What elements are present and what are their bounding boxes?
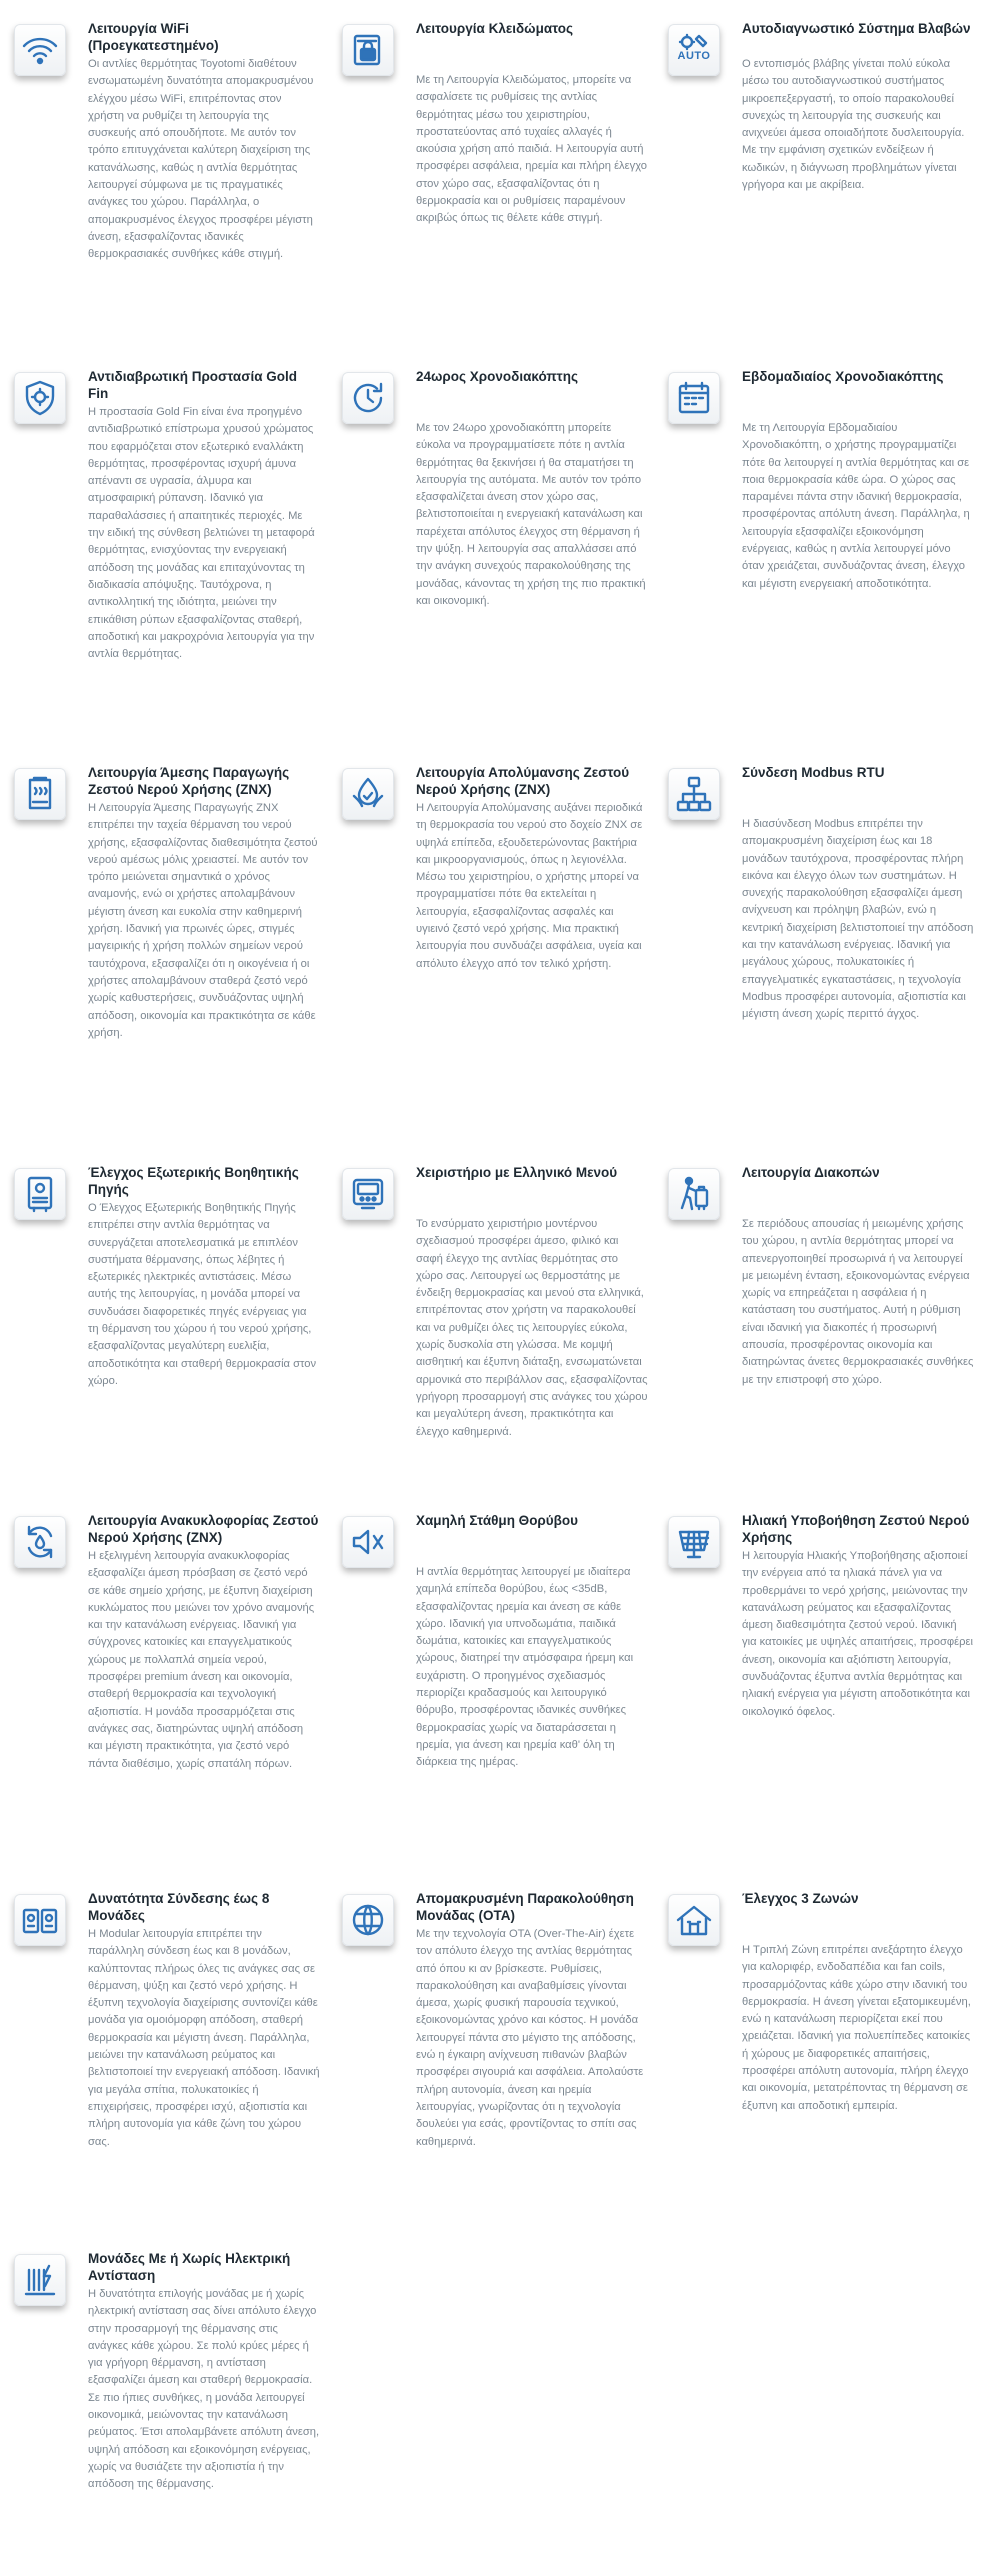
feature-title: Χαμηλή Στάθμη Θορύβου: [416, 1513, 578, 1528]
feature-description: Με τη Λειτουργία Κλειδώματος, μπορείτε να ασφαλίσετε τις ρυθμίσεις της αντλίας θερμότητας μέσω του χειριστηρίου, προστατεύοντας από τυχαίες αλλαγές ή ακούσια χρήση από παιδιά. Η λειτουργία αυτή προσφέρει ασφάλεια, ηρεμία και πλήρη έλεγχο στον χώρο σας, εξασφαλίζοντας ότι η θερμοκρασία και οι ρυθμίσεις παραμένουν ακριβώς όπως τις θέλετε κάθε στιγμή.: [416, 74, 648, 225]
feature-title: Λειτουργία Απολύμανσης Ζεστού Νερού Χρήσης (ΖΝΧ): [416, 765, 630, 797]
feature-title: Έλεγχος Εξωτερικής Βοηθητικής Πηγής: [88, 1165, 299, 1197]
feature-title: Λειτουργία Κλειδώματος: [416, 21, 574, 36]
feature-title: Σύνδεση Modbus RTU: [742, 765, 885, 780]
feature-description: Οι αντλίες θερμότητας Toyotomi διαθέτουν ενσωματωμένη δυνατότητα απομακρυσμένου ελέγχου μέσω WiFi, επιτρέποντας στον χρήστη να ρυθμίζει τη λειτουργία της συσκευής από οπουδήποτε. Με αυτόν τον τρόπο επιτυγχάνεται καλύτερη διαχείριση της κατανάλωσης, καθώς η αντλία θερμότητας λειτουργεί σύμφωνα με τις πραγματικές ανάγκες του χώρου. Παράλληλα, ο απομακρυσμένος έλεγχος προσφέρει μέγιστη άνεση, εξασφαλίζοντας ιδανικές θερμοκρασιακές συνθήκες κάθε στιγμή.: [88, 58, 314, 261]
feature-description: Η Λειτουργία Απολύμανσης αυξάνει περιοδικά τη θερμοκρασία του νερού στο δοχείο ΖΝΧ σε υψηλά επίπεδα, εξουδετερώνοντας βακτήρια και μικροοργανισμούς, όπως η λεγιονέλλα. Μέσω του χειριστηρίου, ο χρήστης μπορεί να προγραμματίσει πότε θα εκτελείται η λειτουργία, εξασφαλίζοντας ασφαλές και υγιεινό ζεστό νερό χρήσης. Μια πρακτική λειτουργία που συνδυάζει ασφάλεια, υγεία και απόλυτο έλεγχο από τον τελικό χρήστη.: [416, 802, 643, 970]
shield-gear-icon: [10, 368, 72, 430]
feature-title: Εβδομαδιαίος Χρονοδιακόπτης: [742, 369, 944, 384]
feature-description: Με τη Λειτουργία Εβδομαδιαίου Χρονοδιακόπτη, ο χρήστης προγραμματίζει πότε θα λειτουργεί η αντλία θερμότητας και σε ποια θερμοκρασία κάθε ώρα. Ο χώρος σας παραμένει πάντα στην ιδανική θερμοκρασία, προσφέροντας απόλυτη άνεση. Παράλληλα, η λειτουργία εξασφαλίζει εξοικονόμηση ενέργειας, καθώς η αντλία λειτουργεί μόνο όταν χρειάζεται, συνδυάζοντας άνεση, έλεγχο και μέγιστη ενεργειακή αποδοτικότητα.: [742, 422, 970, 590]
feature-title: Λειτουργία Ανακυκλοφορίας Ζεστού Νερού Χρήσης (ΖΝΧ): [88, 1513, 319, 1545]
feature-title: 24ωρος Χρονοδιακόπτης: [416, 369, 578, 384]
three-zones-icon: [664, 1890, 726, 1952]
feature-title: Απομακρυσμένη Παρακολούθηση Μονάδας (OTA): [416, 1891, 634, 1923]
feature-title: Λειτουργία Διακοπών: [742, 1165, 880, 1180]
feature-title: Λειτουργία Άμεσης Παραγωγής Ζεστού Νερού Χρήσης (ΖΝΧ): [88, 765, 290, 797]
timer-24h-icon: [338, 368, 400, 430]
remote-control-icon: [338, 1164, 400, 1226]
feature-description: Ο Έλεγχος Εξωτερικής Βοηθητικής Πηγής επιτρέπει στην αντλία θερμότητας να συνεργάζεται αποτελεσματικά με επιπλέον συστήματα θέρμανσης, όπως λέβητες ή εξωτερικές ηλεκτρικές αντιστάσεις. Μέσω αυτής της λειτουργίας, η μονάδα μπορεί να συνδυάσει διαφορετικές πηγές ενέργειας για τη θέρμανση του χώρου ή του νερού χρήσης, εξασφαλίζοντας μεγαλύτερη ευελιξία, αποδοτικότητα και σταθερή θερμοκρασία στον χώρο.: [88, 1202, 317, 1387]
calendar-icon: [664, 368, 726, 430]
vacation-icon: [664, 1164, 726, 1226]
electric-heater-icon: [10, 2250, 72, 2312]
low-noise-icon: [338, 1512, 400, 1574]
feature-description: Η λειτουργία Ηλιακής Υποβοήθησης αξιοποιεί την ενέργεια από τα ηλιακά πάνελ για να προθερμάνει το νερό χρήσης, μειώνοντας την κατανάλωση ρεύματος και εξασφαλίζοντας άμεση διαθεσιμότητα ζεστού νερού. Ιδανική για κατοικίες με υψηλές απαιτήσεις, προσφέρει άνεση, οικονομία και αξιόπιστη λειτουργία, συνδυάζοντας έξυπνα αντλία θερμότητας και ηλιακή ενέργεια για μέγιστη αποδοτικότητα και οικολογικό όφελος.: [742, 1550, 973, 1718]
lock-icon: [338, 20, 400, 82]
feature-description: Η δυνατότητα επιλογής μονάδας με ή χωρίς ηλεκτρική αντίσταση σας δίνει απόλυτο έλεγχο στην προσαρμογή της θέρμανσης στις ανάγκες κάθε χώρου. Σε πολύ κρύες μέρες ή για γρήγορη θέρμανση, η αντίσταση εξασφαλίζει άμεση και σταθερή θερμοκρασία. Σε πιο ήπιες συνθήκες, η μονάδα λειτουργεί οικονομικά, μειώνοντας την κατανάλωση ρεύματος. Έτσι απολαμβάνετε απόλυτη άνεση, υψηλή απόδοση και εξοικονόμηση ενέργειας, χωρίς να θυσιάζετε την αξιοπιστία ή την απόδοση της θέρμανσης.: [88, 2288, 320, 2491]
recirculation-icon: [10, 1512, 72, 1574]
boiler-icon: [10, 1164, 72, 1226]
feature-title: Μονάδες Με ή Χωρίς Ηλεκτρική Αντίσταση: [88, 2251, 291, 2283]
disinfection-icon: [338, 764, 400, 826]
feature-description: Η διασύνδεση Modbus επιτρέπει την απομακρυσμένη διαχείριση έως και 18 μονάδων ταυτόχρονα, προσφέροντας πλήρη εικόνα και έλεγχο όλων των συστημάτων. Η συνεχής παρακολούθηση εξασφαλίζει άμεση ανίχνευση και πρόληψη βλαβών, ενώ η κεντρική διαχείριση βελτιστοποιεί την απόδοση και την κατανάλωση ενέργειας. Ιδανική για μεγάλους χώρους, πολυκατοικίες ή επαγγελματικές εγκαταστάσεις, η τεχνολογία Modbus προσφέρει αυτονομία, αξιοπιστία και μέγιστη άνεση χωρίς περιττό άγχος.: [742, 818, 974, 1021]
hot-water-icon: [10, 764, 72, 826]
feature-description: Ο εντοπισμός βλάβης γίνεται πολύ εύκολα μέσω του αυτοδιαγνωστικού συστήματος μικροεπεξεργαστή, το οποίο παρακολουθεί συνεχώς τη λειτουργία της συσκευής και ανιχνεύει άμεσα οποιαδήποτε δυσλειτουργία. Με την εμφάνιση σχετικών ενδείξεων ή κωδικών, η διάγνωση προβλημάτων γίνεται γρήγορα και με ακρίβεια.: [742, 58, 965, 192]
feature-description: Η εξελιγμένη λειτουργία ανακυκλοφορίας εξασφαλίζει άμεση πρόσβαση σε ζεστό νερό σε κάθε σημείο χρήσης, με έξυπνη διαχείριση κυκλώματος που μειώνει τον χρόνο αναμονής και την κατανάλωση ενέργειας. Ιδανική για σύγχρονες κατοικίες και επαγγελματικούς χώρους με πολλαπλά σημεία νερού, προσφέρει premium άνεση και οικονομία, σταθερή θερμοκρασία και τεχνολογική αξιοπιστία. Η μονάδα προσαρμόζεται στις ανάγκες σας, διατηρώντας υψηλή απόδοση και μέγιστη πρακτικότητα, για ζεστό νερό πάντα διαθέσιμο, χωρίς σπατάλη πόρων.: [88, 1550, 315, 1770]
icon-label: AUTO: [677, 50, 711, 62]
feature-description: Το ενσύρματο χειριστήριο μοντέρνου σχεδιασμού προσφέρει άμεσο, φιλικό και σαφή έλεγχο της αντλίας θερμότητας στο χώρο σας. Λειτουργεί ως θερμοστάτης με ένδειξη θερμοκρασίας και μενού στα ελληνικά, επιτρέποντας στον χρήστη να παρακολουθεί και να ρυθμίζει όλες τις λειτουργίες εύκολα, χωρίς δυσκολία στη γλώσσα. Με κομψή αισθητική και έξυπνη διάταξη, ενσωματώνεται αρμονικά στο περιβάλλον σας, εξασφαλίζοντας γρήγορη προσαρμογή στις ανάγκες του χώρου και μεγαλύτερη άνεση, πρακτικότητα και έλεγχο καθημερινά.: [416, 1218, 648, 1438]
feature-description: Με τον 24ωρο χρονοδιακόπτη μπορείτε εύκολα να προγραμματίσετε πότε η αντλία θερμότητας θα ξεκινήσει ή θα σταματήσει τη λειτουργία της αυτόματα. Με αυτόν τον τρόπο εξασφαλίζεται άνεση στον χώρο σας, βελτιστοποιείται η ενεργειακή κατανάλωση και παρέχεται απόλυτος έλεγχος στη θέρμανση ή την ψύξη. Η λειτουργία σας απαλλάσσει από την ανάγκη συνεχούς παρακολούθησης της μονάδας, κάνοντας τη χρήση της πιο πρακτική και οικονομική.: [416, 422, 646, 607]
feature-description: Η Λειτουργία Άμεσης Παραγωγής ΖΝΧ επιτρέπει την ταχεία θέρμανση του νερού χρήσης, εξασφαλίζοντας διαθεσιμότητα ζεστού νερού αμέσως μόλις χρειαστεί. Με αυτόν τον τρόπο μειώνεται σημαντικά ο χρόνος αναμονής, ενώ οι χρήστες απολαμβάνουν μέγιστη άνεση και ευκολία στην καθημερινή χρήση. Ιδανική για πρωινές ώρες, στιγμές μαγειρικής ή χρήση πολλών σημείων νερού ταυτόχρονα, εξασφαλίζει ότι η οικογένεια ή οι χρήστες απολαμβάνουν σταθερά ζεστό νερό χωρίς καθυστερήσεις, συνδυάζοντας υψηλή απόδοση, οικονομία και πρακτικότητα σε κάθε χρήση.: [88, 802, 318, 1039]
modular-units-icon: [10, 1890, 72, 1952]
network-icon: [664, 764, 726, 826]
feature-title: Αντιδιαβρωτική Προστασία Gold Fin: [88, 369, 297, 401]
solar-panel-icon: [664, 1512, 726, 1574]
feature-description: Με την τεχνολογία OTA (Over-The-Air) έχετε τον απόλυτο έλεγχο της αντλίας θερμότητας από όπου κι αν βρίσκεστε. Ρυθμίσεις, παρακολούθηση και αναβαθμίσεις γίνονται άμεσα, χωρίς φυσική παρουσία τεχνικού, εξοικονομώντας χρόνο και κόστος. Η μονάδα λειτουργεί πάντα στο μέγιστο της απόδοσης, ενώ η έγκαιρη ανίχνευση πιθανών βλαβών προσφέρει σιγουριά και ασφάλεια. Απολαύστε πλήρη αυτονομία, άνεση και ηρεμία λειτουργίας, γνωρίζοντας ότι η τεχνολογία δουλεύει για εσάς, φροντίζοντας το σπίτι σας καθημερινά.: [416, 1928, 644, 2148]
feature-title: Ηλιακή Υποβοήθηση Ζεστού Νερού Χρήσης: [742, 1513, 970, 1545]
feature-description: Η Τριπλή Ζώνη επιτρέπει ανεξάρτητο έλεγχο για καλοριφέρ, ενδοδαπέδια και fan coils, προσαρμόζοντας κάθε χώρο στην ιδανική του θερμοκρασία. Η άνεση γίνεται εξατομικευμένη, ενώ η κατανάλωση περιορίζεται εκεί που χρειάζεται. Ιδανική για πολυεπίπεδες κατοικίες ή χώρους με διαφορετικές απαιτήσεις, προσφέρει απόλυτη αυτονομία, πλήρη έλεγχο και οικονομία, μετατρέποντας τη θέρμανση σε έξυπνη και αποδοτική εμπειρία.: [742, 1944, 971, 2112]
feature-description: Η προστασία Gold Fin είναι ένα προηγμένο αντιδιαβρωτικό επίστρωμα χρυσού χρώματος που εφαρμόζεται στον εξωτερικό εναλλάκτη θερμότητας, προσφέροντας ισχυρή άμυνα απέναντι σε υγρασία, άλμυρα και ατμοσφαιρική ρύπανση. Ιδανικό για παραθαλάσσιες ή απαιτητικές περιοχές. Με την ειδική της σύνθεση βελτιώνει τη μεταφορά θερμότητας, ενισχύοντας την ενεργειακή απόδοση της μονάδας και επιταχύνοντας τη διαδικασία απόψυξης. Ταυτόχρονα, η αντικολλητική της ιδιότητα, μειώνει την επικάθιση ρύπων εξασφαλίζοντας σταθερή, αποδοτική και μακροχρόνια λειτουργία για την αντλία θερμότητας.: [88, 406, 315, 661]
ota-monitoring-icon: [338, 1890, 400, 1952]
feature-title: Έλεγχος 3 Ζωνών: [742, 1891, 859, 1906]
auto-diagnostic-icon: [664, 20, 726, 82]
feature-title: Χειριστήριο με Ελληνικό Μενού: [416, 1165, 618, 1180]
feature-description: Η Modular λειτουργία επιτρέπει την παράλληλη σύνδεση έως και 8 μονάδων, καλύπτοντας πλήρως όλες τις ανάγκες σας σε θέρμανση, ψύξη και ζεστό νερό χρήσης. Η έξυπνη τεχνολογία διαχείρισης συντονίζει κάθε μονάδα για ομοιόμορφη απόδοση, σταθερή θερμοκρασία και μέγιστη άνεση. Παράλληλα, μειώνει την κατανάλωση ρεύματος και βελτιστοποιεί την ενεργειακή απόδοση. Ιδανική για μεγάλα σπίτια, πολυκατοικίες ή επιχειρήσεις, προσφέρει ισχύ, αξιοπιστία και πλήρη αυτονομία για κάθε ζώνη του χώρου σας.: [88, 1928, 320, 2148]
feature-title: Αυτοδιαγνωστικό Σύστημα Βλαβών: [742, 21, 971, 36]
feature-title: Δυνατότητα Σύνδεσης έως 8 Μονάδες: [88, 1891, 270, 1923]
wifi-icon: [10, 20, 72, 82]
feature-description: Σε περιόδους απουσίας ή μειωμένης χρήσης του χώρου, η αντλία θερμότητας μπορεί να απενεργοποιηθεί προσωρινά ή να λειτουργεί με μειωμένη ένταση, εξοικονομώντας ενέργεια χωρίς να επηρεάζεται η ασφάλεια ή η κατάσταση του συστήματος. Αυτή η ρύθμιση είναι ιδανική για διακοπές ή προσωρινή απουσία, προσφέροντας οικονομία και διατηρώντας άνετες θερμοκρασιακές συνθήκες με την επιστροφή στο χώρο.: [742, 1218, 974, 1386]
feature-title: Λειτουργία WiFi (Προεγκατεστημένο): [88, 21, 219, 53]
feature-description: Η αντλία θερμότητας λειτουργεί με ιδιαίτερα χαμηλά επίπεδα θορύβου, έως <35dB, εξασφαλίζοντας ηρεμία και άνεση σε κάθε χώρο. Ιδανική για υπνοδωμάτια, παιδικά δωμάτια, κατοικίες και επαγγελματικούς χώρους, διατηρεί την ατμόσφαιρα ήρεμη και ευχάριστη. Ο προηγμένος σχεδιασμός περιορίζει κραδασμούς και λειτουργικό θόρυβο, προσφέροντας ιδανικές συνθήκες θερμοκρασίας χωρίς να διαταράσσεται η ηρεμία, για άνεση και ηρεμία καθ' όλη τη διάρκεια της ημέρας.: [416, 1566, 634, 1769]
